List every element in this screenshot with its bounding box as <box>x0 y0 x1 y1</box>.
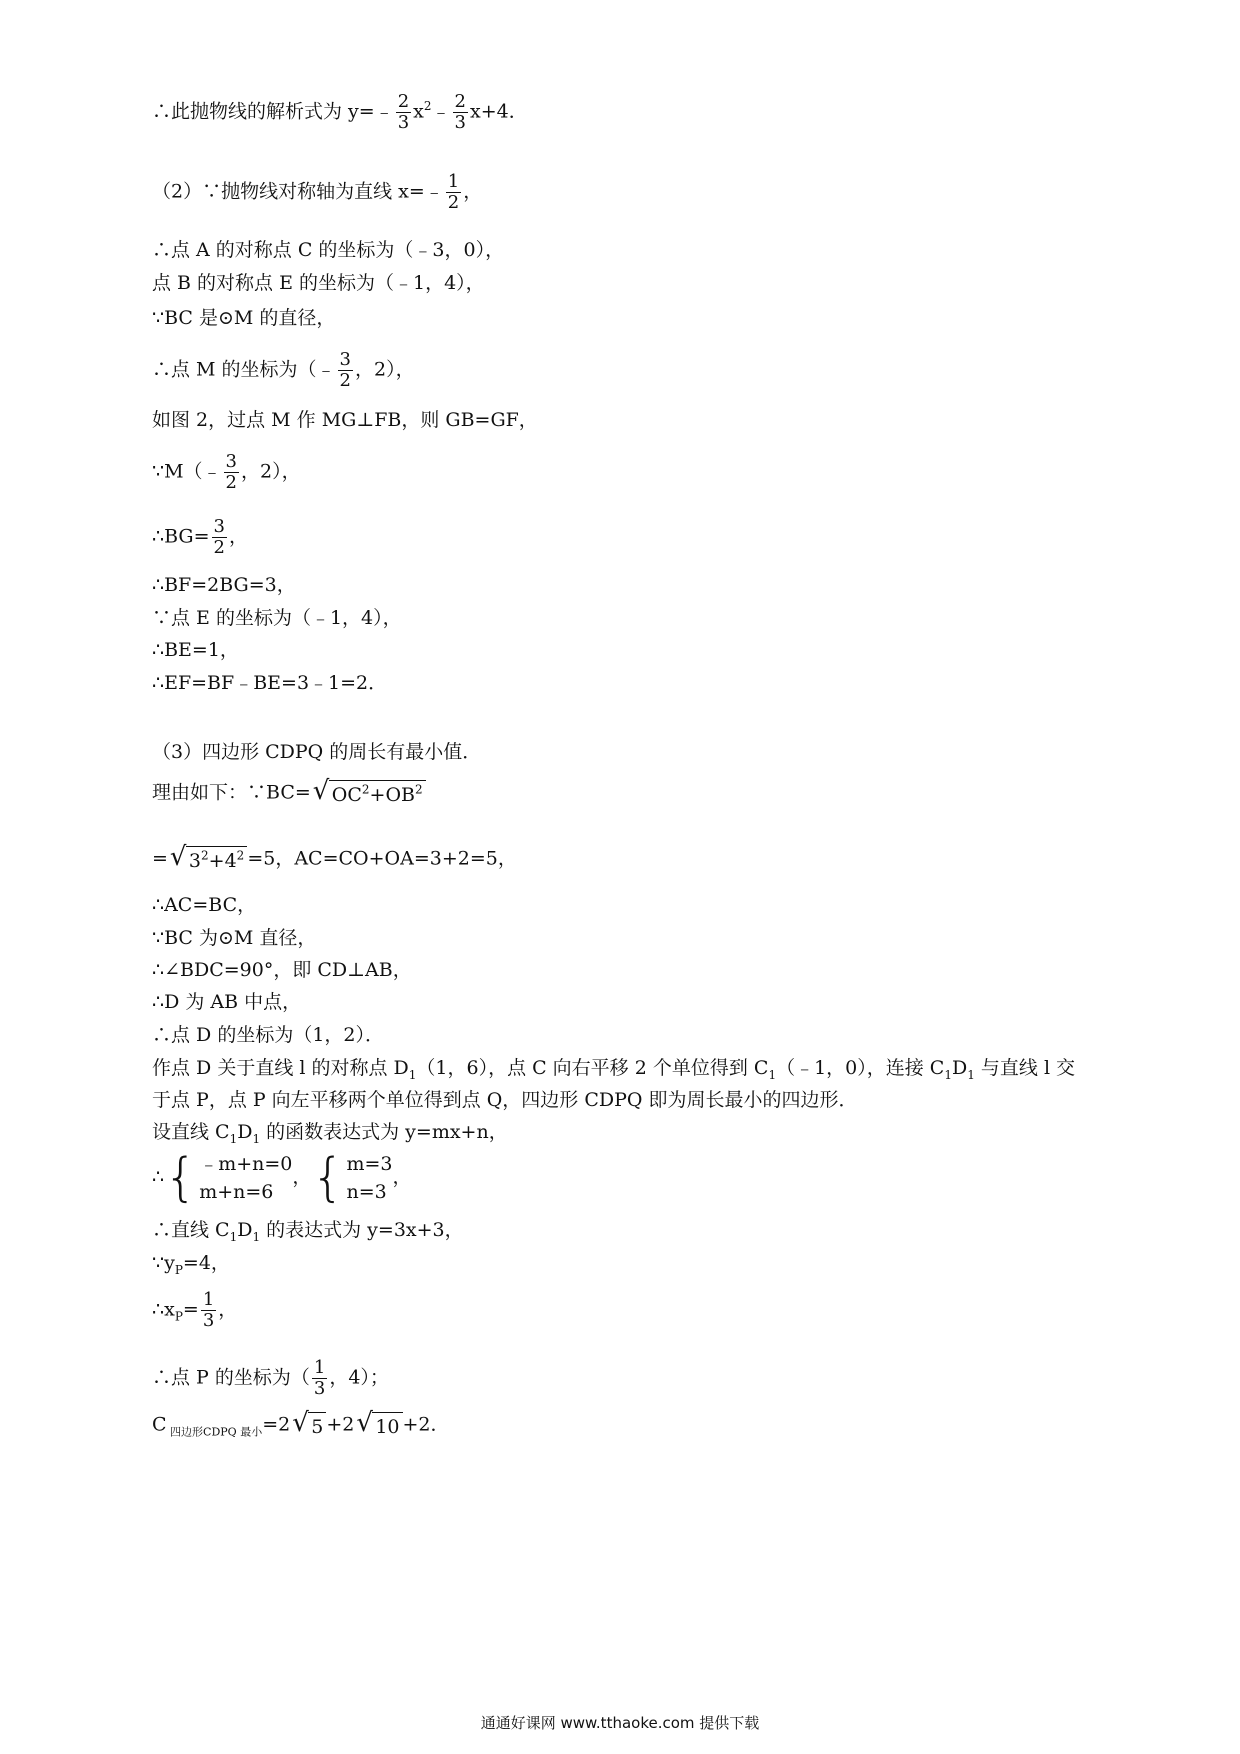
text-line: $\because y_P=4$， <box>152 1252 230 1277</box>
text-line: ∴AC=BC， <box>152 894 257 916</box>
text-line: ∴点 D 的坐标为（1，2）． <box>152 1024 384 1046</box>
square-root: √ 5 <box>292 1412 326 1439</box>
square-root: √ $3^2+4^2$ <box>170 846 247 873</box>
text-line: 作点 D 关于直线 l 的对称点 $D_1(1$，6），点 C 向右平移 2 个单位得到 $C_1(﹣1$，0），连接 $C_1D_1$ 与直线 l 交 <box>152 1057 1076 1082</box>
square-root: √ 10 <box>356 1412 402 1439</box>
text-line: ∴点 A 的对称点 C 的坐标为（﹣3，0）， <box>152 239 505 261</box>
text-line: ∵BC 是⊙M 的直径， <box>152 307 336 329</box>
text-line: 于点 P，点 P 向左平移两个单位得到点 Q，四边形 CDPQ 即为周长最小的四边形． <box>152 1089 858 1111</box>
text-line: ∴BG= $\frac{3}{2}$ ， <box>152 516 248 558</box>
square-root: √ $OC^2+OB^2$ <box>313 780 426 807</box>
fraction: $\frac{3}{2}$ <box>339 349 351 391</box>
text-line: ∴∠BDC=90°，即 CD⊥AB， <box>152 959 412 981</box>
system-right: { m=3 n=3 <box>311 1148 393 1208</box>
system-left: { ﹣m+n=0 m+n=6 <box>164 1148 293 1208</box>
fraction: $\frac{3}{2}$ <box>225 451 237 493</box>
text-line: ∵BC 为⊙M 直径， <box>152 927 317 949</box>
text-line: ∵M（﹣ $\frac{3}{2}$ ，2）， <box>152 451 301 493</box>
text-line: ∴点 P 的坐标为（ $\frac{1}{3}$ ，4）； <box>152 1357 389 1399</box>
fraction: $\frac{3}{2}$ <box>213 516 225 558</box>
text-line: 理由如下：∵BC= √ $OC^2+OB^2$ <box>152 780 426 807</box>
page-footer: 通通好课网 www.tthaoke.com 提供下载 <box>480 1714 760 1732</box>
text-line: ∵点 E 的坐标为（﹣1，4）， <box>152 607 402 629</box>
text: ∴此抛物线的解析式为 y=﹣ <box>152 100 394 123</box>
text-line: ∴点 M 的坐标为（﹣ $\frac{3}{2}$ ，2）， <box>152 349 415 391</box>
text-line: ∴D 为 AB 中点， <box>152 991 302 1013</box>
fraction: $\frac{1}{2}$ <box>447 171 460 213</box>
text-line: = √ $3^2+4^2 =5$，AC=CO+OA=3+2=5， <box>152 842 517 872</box>
text-line: ∴直线 $C_1D_1$ 的表达式为 y=3x+3， <box>152 1219 464 1244</box>
text-line: 设直线 $C_1D_1$ 的函数表达式为 y=mx+n， <box>152 1121 508 1146</box>
text-line: 如图 2，过点 M 作 MG⊥FB，则 GB=GF， <box>152 409 538 431</box>
text-line: 点 B 的对称点 E 的坐标为（﹣1，4）， <box>152 272 485 294</box>
formula-line: ∴此抛物线的解析式为 y=﹣ $\frac{2}{3}$ $x^2﹣$ $\frac{2}{3}$ x+4． <box>152 91 528 133</box>
fraction: $\frac{1}{3}$ <box>202 1289 215 1331</box>
text-line: $\therefore x_P=$ $\frac{1}{3}$ ， <box>152 1289 238 1331</box>
text-line: ∴BF=2BG=3， <box>152 574 296 596</box>
fraction: $\frac{2}{3}$ <box>397 91 410 133</box>
equation-system: ∴ { ﹣m+n=0 m+n=6 ， { m=3 n=3 ， <box>152 1148 412 1208</box>
fraction: $\frac{1}{3}$ <box>313 1357 326 1399</box>
text-line: （3）四边形 CDPQ 的周长有最小值． <box>152 741 482 763</box>
text-line: ∴BE=1， <box>152 639 239 661</box>
text-line: （2）∵抛物线对称轴为直线 x=﹣ $\frac{1}{2}$ ， <box>152 171 483 213</box>
text-line: C $_{四边形CDPQ 最小}$=2 √ 5 +2 √ 10 +2． <box>152 1408 450 1439</box>
fraction: $\frac{2}{3}$ <box>454 91 466 133</box>
text-line: ∴EF=BF﹣BE=3﹣1=2． <box>152 672 388 694</box>
